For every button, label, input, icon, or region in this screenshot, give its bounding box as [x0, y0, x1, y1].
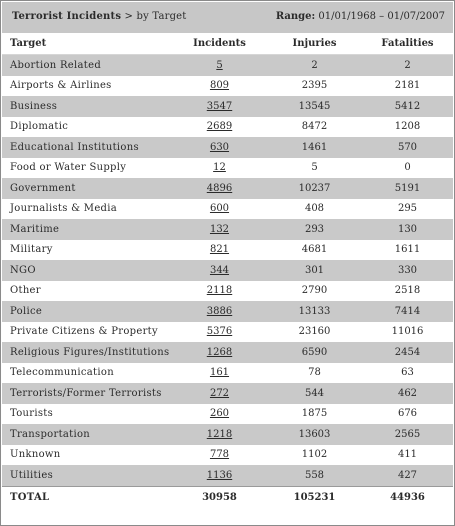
incidents-cell	[172, 199, 267, 220]
injuries-cell: 1102	[267, 445, 362, 466]
title-sub: by Target	[136, 11, 187, 22]
incidents-cell	[172, 96, 267, 117]
incidents-cell	[172, 55, 267, 76]
incidents-cell	[172, 76, 267, 97]
injuries-cell: 13133	[267, 301, 362, 322]
target-cell: Military	[2, 240, 172, 261]
injuries-cell: 10237	[267, 178, 362, 199]
table-row	[2, 158, 453, 179]
target-cell: Terrorists/Former Terrorists	[2, 383, 172, 404]
fatalities-cell: 462	[362, 383, 453, 404]
table-row	[2, 465, 453, 486]
incidents-cell	[172, 342, 267, 363]
target-cell: Diplomatic	[2, 117, 172, 138]
injuries-cell: 13603	[267, 424, 362, 445]
incidents-cell	[172, 240, 267, 261]
total-fatalities: 44936	[362, 486, 453, 508]
incidents-cell	[172, 445, 267, 466]
incidents-cell	[172, 117, 267, 138]
incidents-link[interactable]: 344	[209, 264, 230, 276]
column-header-fatalities: Fatalities	[362, 33, 453, 55]
fatalities-cell: 130	[362, 219, 453, 240]
table-row	[2, 117, 453, 138]
target-cell: Other	[2, 281, 172, 302]
incidents-cell	[172, 137, 267, 158]
table-row	[2, 219, 453, 240]
fatalities-cell: 411	[362, 445, 453, 466]
target-cell: Government	[2, 178, 172, 199]
injuries-cell: 408	[267, 199, 362, 220]
injuries-cell: 1875	[267, 404, 362, 425]
injuries-cell: 8472	[267, 117, 362, 138]
page-title	[12, 11, 187, 22]
incidents-cell	[172, 322, 267, 343]
incidents-link[interactable]: 272	[209, 387, 230, 399]
incidents-link[interactable]: 630	[209, 141, 230, 153]
table-row	[2, 424, 453, 445]
incidents-link[interactable]: 1268	[206, 346, 233, 358]
table-row	[2, 281, 453, 302]
incidents-cell	[172, 383, 267, 404]
injuries-cell: 5	[267, 158, 362, 179]
table-row	[2, 178, 453, 199]
incidents-link[interactable]: 2118	[206, 285, 233, 297]
table-row	[2, 404, 453, 425]
fatalities-cell: 676	[362, 404, 453, 425]
table-row	[2, 342, 453, 363]
incidents-cell	[172, 465, 267, 486]
injuries-cell: 558	[267, 465, 362, 486]
fatalities-cell: 295	[362, 199, 453, 220]
table-row	[2, 76, 453, 97]
target-cell: Police	[2, 301, 172, 322]
fatalities-cell: 11016	[362, 322, 453, 343]
target-cell: Abortion Related	[2, 55, 172, 76]
injuries-cell: 2	[267, 55, 362, 76]
total-row	[2, 486, 453, 508]
incidents-link[interactable]: 3547	[206, 100, 233, 112]
table-row	[2, 199, 453, 220]
incidents-cell	[172, 158, 267, 179]
target-cell: Unknown	[2, 445, 172, 466]
injuries-cell: 23160	[267, 322, 362, 343]
total-injuries: 105231	[267, 486, 362, 508]
incidents-cell	[172, 404, 267, 425]
title-separator: >	[121, 11, 137, 22]
incidents-cell	[172, 219, 267, 240]
table-row	[2, 96, 453, 117]
target-cell: NGO	[2, 260, 172, 281]
fatalities-cell: 427	[362, 465, 453, 486]
injuries-cell: 6590	[267, 342, 362, 363]
fatalities-cell: 2454	[362, 342, 453, 363]
target-cell: Food or Water Supply	[2, 158, 172, 179]
target-cell: Religious Figures/Institutions	[2, 342, 172, 363]
fatalities-cell: 1208	[362, 117, 453, 138]
incidents-link[interactable]: 821	[209, 244, 230, 256]
target-cell: Tourists	[2, 404, 172, 425]
target-cell: Journalists & Media	[2, 199, 172, 220]
table-row	[2, 445, 453, 466]
incidents-link[interactable]: 1218	[206, 428, 233, 440]
incidents-cell	[172, 260, 267, 281]
incidents-cell	[172, 178, 267, 199]
column-header-incidents: Incidents	[172, 33, 267, 55]
table-row	[2, 383, 453, 404]
injuries-cell: 293	[267, 219, 362, 240]
incidents-cell	[172, 281, 267, 302]
table-row	[2, 260, 453, 281]
target-cell: Transportation	[2, 424, 172, 445]
table-row	[2, 240, 453, 261]
fatalities-cell: 5191	[362, 178, 453, 199]
injuries-cell: 2790	[267, 281, 362, 302]
total-label: TOTAL	[2, 486, 172, 508]
fatalities-cell: 2	[362, 55, 453, 76]
column-header-injuries: Injuries	[267, 33, 362, 55]
incidents-cell	[172, 301, 267, 322]
range-value: 01/01/1968 – 01/07/2007	[318, 11, 445, 22]
injuries-cell: 4681	[267, 240, 362, 261]
fatalities-cell: 2565	[362, 424, 453, 445]
panel-header	[2, 2, 453, 33]
target-cell: Airports & Airlines	[2, 76, 172, 97]
range-label: Range:	[275, 11, 316, 22]
fatalities-cell: 5412	[362, 96, 453, 117]
injuries-cell: 2395	[267, 76, 362, 97]
incidents-link[interactable]: 5	[216, 59, 223, 71]
date-range	[276, 11, 445, 22]
table-header-row	[2, 33, 453, 55]
injuries-cell: 13545	[267, 96, 362, 117]
table-row	[2, 363, 453, 384]
target-cell: Telecommunication	[2, 363, 172, 384]
target-cell: Private Citizens & Property	[2, 322, 172, 343]
total-incidents: 30958	[172, 486, 267, 508]
incidents-link[interactable]: 3886	[206, 305, 233, 317]
fatalities-cell: 7414	[362, 301, 453, 322]
incidents-link[interactable]: 4896	[206, 182, 233, 194]
fatalities-cell: 2518	[362, 281, 453, 302]
incidents-table	[2, 33, 453, 508]
target-cell: Utilities	[2, 465, 172, 486]
incidents-link[interactable]: 260	[209, 408, 230, 420]
incidents-link[interactable]: 778	[209, 449, 230, 461]
fatalities-cell: 570	[362, 137, 453, 158]
incidents-link[interactable]: 12	[213, 162, 226, 174]
injuries-cell: 1461	[267, 137, 362, 158]
fatalities-cell: 1611	[362, 240, 453, 261]
table-row	[2, 55, 453, 76]
incidents-link[interactable]: 132	[209, 223, 230, 235]
incidents-cell	[172, 363, 267, 384]
incidents-link[interactable]: 1136	[206, 469, 233, 481]
title-main: Terrorist Incidents	[12, 11, 122, 22]
target-cell: Business	[2, 96, 172, 117]
incidents-link[interactable]: 2689	[206, 121, 233, 133]
fatalities-cell: 330	[362, 260, 453, 281]
column-header-target: Target	[2, 33, 172, 55]
incidents-link[interactable]: 5376	[206, 326, 233, 338]
target-cell: Maritime	[2, 219, 172, 240]
target-cell: Educational Institutions	[2, 137, 172, 158]
injuries-cell: 301	[267, 260, 362, 281]
incidents-link[interactable]: 809	[209, 80, 230, 92]
table-body	[2, 55, 453, 487]
table-row	[2, 322, 453, 343]
table-row	[2, 137, 453, 158]
injuries-cell: 544	[267, 383, 362, 404]
incidents-link[interactable]: 161	[209, 367, 230, 379]
injuries-cell: 78	[267, 363, 362, 384]
fatalities-cell: 2181	[362, 76, 453, 97]
fatalities-cell: 0	[362, 158, 453, 179]
incidents-link[interactable]: 600	[209, 203, 230, 215]
fatalities-cell: 63	[362, 363, 453, 384]
incidents-cell	[172, 424, 267, 445]
table-row	[2, 301, 453, 322]
